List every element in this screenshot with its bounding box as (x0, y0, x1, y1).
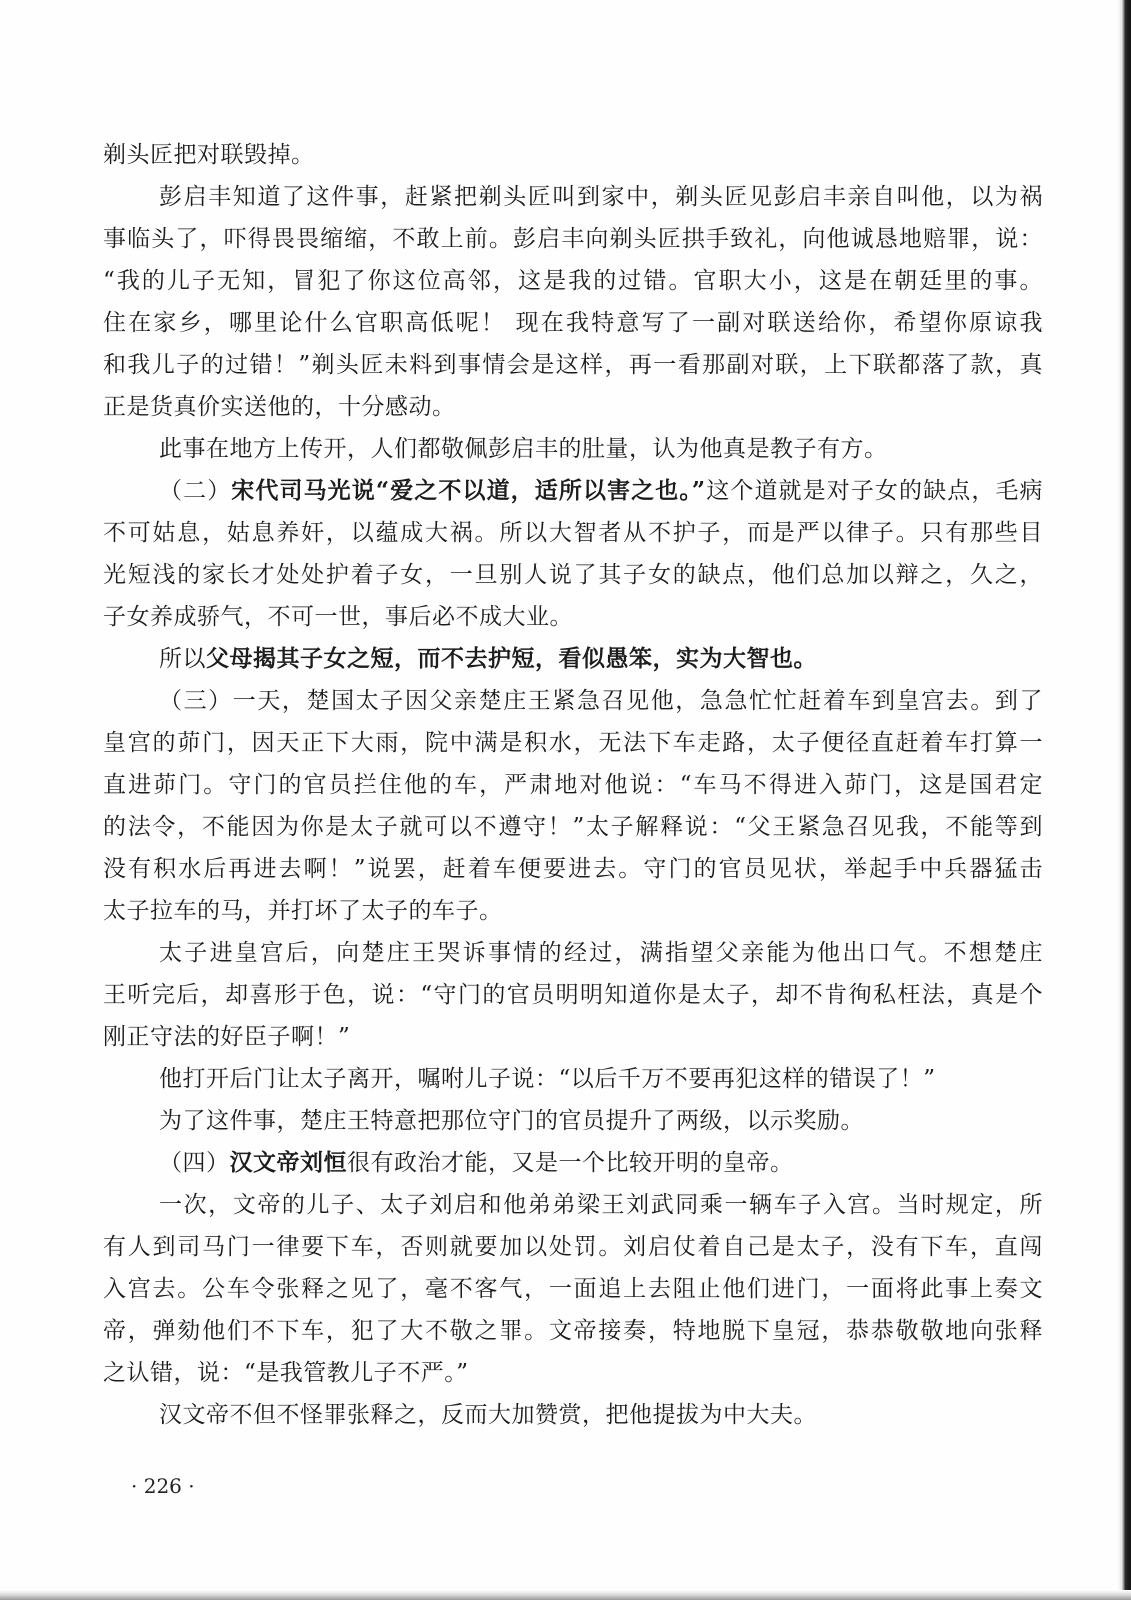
text-line: 所以父母揭其子女之短，而不去护短，看似愚笨，实为大智也。 (159, 645, 817, 672)
text-line: 皇宫的茆门，因天正下大雨，院中满是积水，无法下车走路，太子便径直赶着车打算一 (103, 730, 1043, 756)
text-line: 子女养成骄气，不可一世，事后必不成大业。 (103, 604, 573, 630)
text-line: 太子拉车的马，并打坏了太子的车子。 (103, 898, 503, 924)
page-number: · 226 · (131, 1474, 195, 1498)
bold-name: 汉文帝刘恒 (229, 1149, 347, 1176)
bold-quote: 宋代司马光说“爱之不以道，适所以害之也。” (231, 477, 706, 504)
text-line: （四）汉文帝刘恒很有政治才能，又是一个比较开明的皇帝。 (159, 1149, 794, 1176)
text-line: 事临头了，吓得畏畏缩缩，不敢上前。彭启丰向剃头匠拱手致礼，向他诚恳地赔罪，说： (103, 226, 1043, 252)
text-line: （二）宋代司马光说“爱之不以道，适所以害之也。”这个道就是对子女的缺点，毛病 (159, 477, 1044, 504)
text-line: 之认错，说：“是我管教儿子不严。” (103, 1360, 469, 1386)
text-line: 光短浅的家长才处处护着子女，一旦别人说了其子女的缺点，他们总加以辩之，久之， (103, 562, 1043, 588)
text-line: 直进茆门。守门的官员拦住他的车，严肃地对他说：“车马不得进入茆门，这是国君定 (103, 772, 1043, 798)
text-line: 帝，弹劾他们不下车，犯了大不敬之罪。文帝接奏，特地脱下皇冠，恭恭敬敬地向张释 (103, 1318, 1043, 1344)
text-line: 他打开后门让太子离开，嘱咐儿子说：“以后千万不要再犯这样的错误了！” (159, 1066, 936, 1092)
scan-edge-shadow (1117, 0, 1131, 1600)
text-line: 为了这件事，楚庄王特意把那位守门的官员提升了两级，以示奖励。 (159, 1108, 864, 1134)
text-line: 有人到司马门一律要下车，否则就要加以处罚。刘启仗着自己是太子，没有下车，直闯 (103, 1234, 1043, 1260)
text-line: 一次，文帝的儿子、太子刘启和他弟弟梁王刘武同乘一辆车子入宫。当时规定，所 (159, 1192, 1043, 1218)
text-line: 王听完后，却喜形于色，说：“守门的官员明明知道你是太子，却不肯徇私枉法，真是个 (103, 982, 1043, 1008)
text-line: 的法令，不能因为你是太子就可以不遵守！”太子解释说：“父王紧急召见我，不能等到 (103, 814, 1043, 840)
text-line: 正是货真价实送他的，十分感动。 (103, 394, 456, 420)
text-line: 汉文帝不但不怪罪张释之，反而大加赞赏，把他提拔为中大夫。 (159, 1402, 817, 1428)
text-line: 不可姑息，姑息养奸，以蕴成大祸。所以大智者从不护子，而是严以律子。只有那些目 (103, 520, 1043, 546)
text-line: 此事在地方上传开，人们都敬佩彭启丰的肚量，认为他真是教子有方。 (159, 436, 888, 462)
text-line: 住在家乡，哪里论什么官职高低呢！ 现在我特意写了一副对联送给你，希望你原谅我 (103, 310, 1043, 336)
text-line: 剃头匠把对联毁掉。 (103, 142, 315, 168)
bold-maxim: 父母揭其子女之短，而不去护短，看似愚笨，实为大智也。 (206, 645, 817, 672)
text-line: 刚正守法的好臣子啊！” (103, 1024, 351, 1050)
text-line: “我的儿子无知，冒犯了你这位高邻，这是我的过错。官职大小，这是在朝廷里的事。 (103, 268, 1043, 294)
body-text (103, 134, 1043, 1436)
text-line: 和我儿子的过错！”剃头匠未料到事情会是这样，再一看那副对联，上下联都落了款，真 (103, 352, 1043, 378)
text-line: （三）一天，楚国太子因父亲楚庄王紧急召见他，急急忙忙赶着车到皇宫去。到了 (159, 688, 1043, 714)
text-line: 彭启丰知道了这件事，赶紧把剃头匠叫到家中，剃头匠见彭启丰亲自叫他，以为祸 (159, 184, 1043, 210)
text-line: 入宫去。公车令张释之见了，毫不客气，一面追上去阻止他们进门，一面将此事上奏文 (103, 1276, 1043, 1302)
scan-bottom-shadow (0, 1590, 1131, 1600)
text-line: 太子进皇宫后，向楚庄王哭诉事情的经过，满指望父亲能为他出口气。不想楚庄 (159, 940, 1043, 966)
text-line: 没有积水后再进去啊！”说罢，赶着车便要进去。守门的官员见状，举起手中兵器猛击 (103, 856, 1043, 882)
